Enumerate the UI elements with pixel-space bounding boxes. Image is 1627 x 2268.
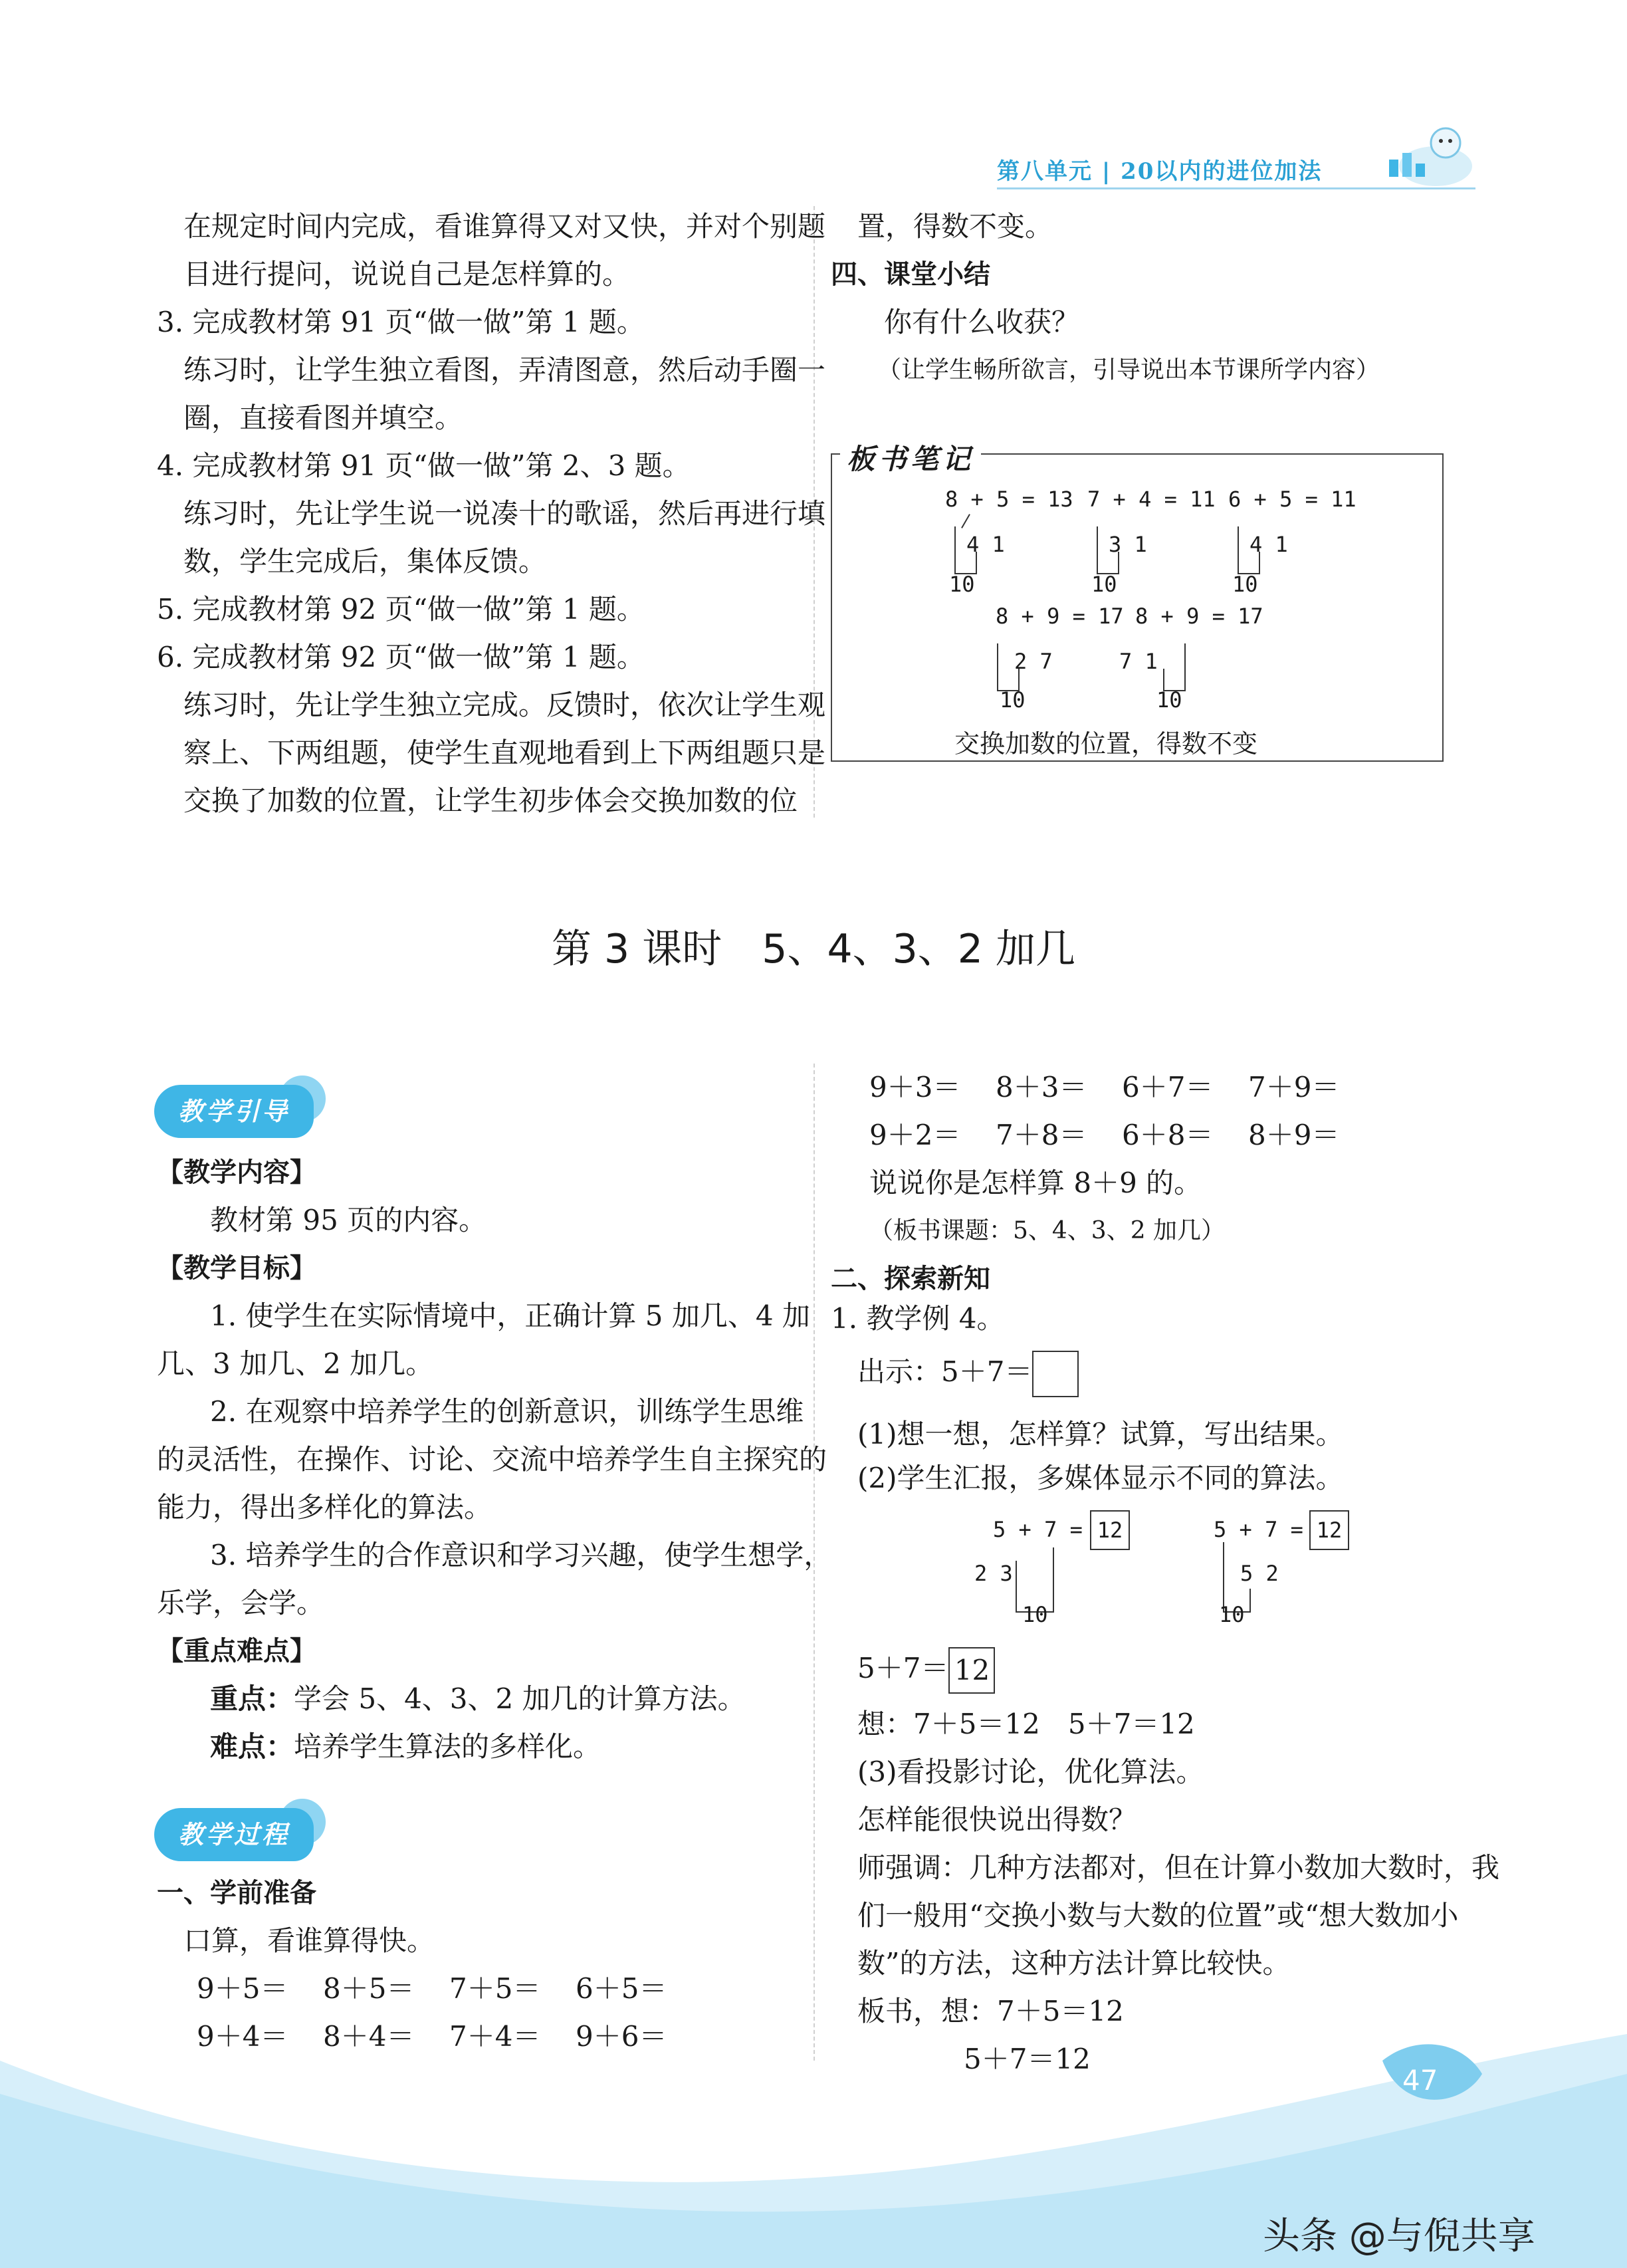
bottom-right-text-2: [857, 1700, 1499, 2083]
mascot-illustration: [1382, 120, 1475, 193]
oral-item: 8＋5＝: [323, 1972, 415, 2005]
board-equation: 8 + 5 = 13: [945, 487, 1073, 512]
bracket-line: [1184, 643, 1186, 690]
key-label: 重点：: [210, 1682, 294, 1715]
summary-note: （让学生畅所欲言，引导说出本节课所学内容）: [877, 356, 1380, 384]
top-left-text: [157, 203, 825, 825]
bracket-line: [1016, 1561, 1017, 1611]
teaching-process-badge: 教学过程: [154, 1808, 314, 1861]
lesson-title: 第 3 课时 5、4、3、2 加几: [551, 926, 1076, 972]
oral-item: 7＋5＝: [449, 1972, 541, 2005]
goal-text: 几、3 加几、2 加几。: [157, 1347, 434, 1380]
oral-item: 6＋5＝: [576, 1972, 667, 2005]
method-ten: 10: [1022, 1602, 1048, 1627]
heading-key-points: 【重点难点】: [157, 1636, 316, 1666]
method-equation: 5 + 7 =: [1214, 1517, 1303, 1542]
bracket-line: [954, 526, 956, 573]
bracket-line: [1238, 526, 1239, 573]
bracket-line: [1097, 526, 1098, 573]
list-item: 5. 完成教材第 92 页“做一做”第 1 题。: [157, 593, 645, 625]
oral-item: 6＋7＝: [1122, 1071, 1214, 1103]
text-line: 目进行提问，说说自己是怎样算的。: [183, 258, 631, 290]
board-equation: 7 + 4 = 11: [1087, 487, 1216, 512]
oral-item: 9＋5＝: [197, 1972, 288, 2005]
section-heading-prep: 一、学前准备: [157, 1878, 316, 1908]
board-topic-note: （板书课题：5、4、3、2 加几）: [869, 1217, 1226, 1244]
content-text: 教材第 95 页的内容。: [210, 1204, 487, 1236]
bracket-line: [997, 643, 998, 690]
answer-box: [1032, 1351, 1079, 1397]
goal-text: 乐学，会学。: [157, 1587, 325, 1619]
heading-goals: 【教学目标】: [157, 1253, 316, 1284]
emphasis-text: 们一般用“交换小数与大数的位置”或“想大数加小: [857, 1899, 1459, 1932]
step-think: (1)想一想，怎样算？试算，写出结果。: [857, 1418, 1344, 1450]
difficulty-text: 培养学生算法的多样化。: [294, 1730, 601, 1763]
section-heading-explore: 二、探索新知: [831, 1264, 990, 1294]
prompt-text: 说说你是怎样算 8＋9 的。: [869, 1167, 1202, 1199]
oral-item: 7＋8＝: [996, 1119, 1087, 1151]
board-split: 3 1: [1109, 532, 1147, 557]
oral-row-3: [857, 1064, 1374, 1111]
method-split: 2 3: [974, 1561, 1013, 1586]
page-number: 47: [1402, 2064, 1438, 2097]
oral-item: 8＋9＝: [1248, 1119, 1340, 1151]
show-equation: 出示：5＋7＝: [857, 1355, 1033, 1388]
warmup-section: [157, 1869, 702, 2061]
oral-row-1: [157, 1965, 702, 2013]
result-equation: 5＋7＝: [857, 1652, 949, 1684]
text-line: 在规定时间内完成，看谁算得又对又快，并对个别题: [183, 210, 826, 243]
board-split: 4 1: [1249, 532, 1288, 557]
list-item: 3. 完成教材第 91 页“做一做”第 1 题。: [157, 306, 645, 338]
board-caption: 交换加数的位置，得数不变: [954, 729, 1258, 758]
board-ten: 10: [1000, 687, 1026, 713]
think-text: 想：7＋5＝12 5＋7＝12: [857, 1708, 1195, 1740]
example-label: 1. 教学例 4。: [831, 1302, 1005, 1335]
goal-text: 能力，得出多样化的算法。: [157, 1491, 492, 1524]
text-line: 圈，直接看图并填空。: [183, 401, 463, 434]
heading-content: 【教学内容】: [157, 1157, 316, 1188]
oral-instruction: 口算，看谁算得快。: [183, 1924, 435, 1957]
board-writing: 板书，想：7＋5＝12: [857, 1995, 1124, 2027]
list-item: 6. 完成教材第 92 页“做一做”第 1 题。: [157, 641, 645, 673]
unit-label: 第八单元: [997, 158, 1093, 185]
result-box: 12: [948, 1647, 995, 1694]
emphasis-text: 师强调：几种方法都对，但在计算小数加大数时，我: [857, 1851, 1500, 1884]
discuss-text: (3)看投影讨论，优化算法。: [857, 1756, 1204, 1788]
difficulty-label: 难点：: [210, 1730, 294, 1763]
oral-item: 8＋3＝: [996, 1071, 1087, 1103]
oral-item: 9＋6＝: [576, 2020, 667, 2053]
method-split: 5 2: [1240, 1561, 1279, 1586]
oral-row-4: [857, 1111, 1374, 1159]
how-text: 怎样能很快说出得数？: [857, 1803, 1137, 1836]
board-writing: 5＋7＝12: [964, 2043, 1091, 2075]
summary-question: 你有什么收获？: [884, 306, 1080, 338]
text-line: 练习时，先让学生独立完成。反馈时，依次让学生观: [183, 689, 826, 721]
continued-text: 置，得数不变。: [857, 210, 1053, 243]
text-line: 练习时，让学生独立看图，弄清图意，然后动手圈一: [183, 354, 826, 386]
goal-text: 2. 在观察中培养学生的创新意识，训练学生思维: [210, 1395, 804, 1428]
oral-item: 7＋9＝: [1248, 1071, 1340, 1103]
board-ten: 10: [1091, 572, 1117, 597]
topic-label: 20以内的进位加法: [1121, 158, 1323, 185]
bracket-line: [1249, 1589, 1251, 1613]
board-ten: 10: [1232, 572, 1258, 597]
board-split: 4 1: [966, 532, 1005, 557]
watermark: 头条 @与倪共享: [1263, 2215, 1535, 2258]
bottom-left-text: [157, 1149, 831, 1771]
text-line: 练习时，先让学生说一说凑十的歌谣，然后再进行填: [183, 497, 826, 530]
oral-item: 6＋8＝: [1122, 1119, 1214, 1151]
board-equation: 8 + 9 = 17: [1135, 604, 1263, 629]
oral-item: 8＋4＝: [323, 2020, 415, 2053]
board-split: 7 1: [1119, 649, 1158, 674]
goal-text: 3. 培养学生的合作意识和学习兴趣，使学生想学，: [210, 1539, 832, 1571]
board-notes-title: 板书笔记: [840, 437, 981, 477]
oral-item: 9＋3＝: [869, 1071, 961, 1103]
text-line: 数，学生完成后，集体反馈。: [183, 545, 547, 578]
oral-item: 9＋4＝: [197, 2020, 288, 2053]
board-equation: 6 + 5 = 11: [1228, 487, 1356, 512]
list-item: 4. 完成教材第 91 页“做一做”第 2、3 题。: [157, 449, 691, 482]
method-result-box: 12: [1090, 1510, 1130, 1550]
method-equation: 5 + 7 =: [993, 1517, 1083, 1542]
goal-text: 1. 使学生在实际情境中，正确计算 5 加几、4 加: [210, 1300, 810, 1332]
text-line: 交换了加数的位置，让学生初步体会交换加数的位: [183, 784, 798, 817]
method-result-box: 12: [1309, 1510, 1349, 1550]
section-heading-summary: 四、课堂小结: [831, 259, 990, 290]
key-text: 学会 5、4、3、2 加几的计算方法。: [294, 1682, 746, 1715]
board-equation: 8 + 9 = 17: [996, 604, 1124, 629]
bottom-right-text: [857, 1064, 1374, 1255]
running-header: 第八单元 | 20以内的进位加法: [997, 158, 1323, 185]
method-ten: 10: [1219, 1602, 1245, 1627]
board-split: 2 7: [1014, 649, 1053, 674]
emphasis-text: 数”的方法，这种方法计算比较快。: [857, 1947, 1291, 1980]
oral-item: 7＋4＝: [449, 2020, 541, 2053]
teaching-guide-badge: 教学引导: [154, 1085, 314, 1138]
board-ten: 10: [949, 572, 975, 597]
board-ten: 10: [1156, 687, 1182, 713]
goal-text: 的灵活性，在操作、讨论、交流中培养学生自主探究的: [157, 1443, 827, 1476]
text-line: 察上、下两组题，使学生直观地看到上下两组题只是: [183, 737, 826, 769]
bracket-line: [1053, 1547, 1054, 1613]
step-report: (2)学生汇报，多媒体显示不同的算法。: [857, 1462, 1344, 1494]
oral-item: 9＋2＝: [869, 1119, 961, 1151]
